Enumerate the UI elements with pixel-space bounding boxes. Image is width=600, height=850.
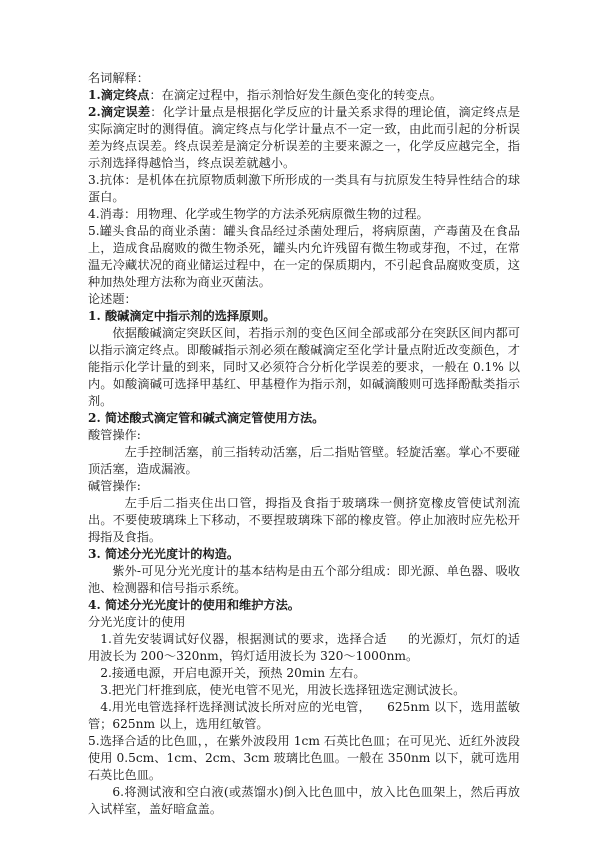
term-definition: 在滴定过程中，指示剂恰好发生颜色变化的转变点。 xyxy=(161,88,442,102)
section-subtitle: 分光光度计的使用 xyxy=(88,615,186,629)
procedure-step: 6.将测试液和空白液(或蒸馏水)倒入比色皿中，放入比色皿架上，然后再放入试样室，盖好暗盒盖。 xyxy=(88,785,520,816)
term-title: 罐头食品的商业杀菌 xyxy=(99,224,212,238)
term-definition: 用物理、化学或生物学的方法杀死病原微生物的过程。 xyxy=(136,207,429,221)
terms-heading: 名词解释： xyxy=(88,71,149,85)
term-definition: 是机体在抗原物质刺激下所形成的一类具有与抗原发生特异性结合的球蛋白。 xyxy=(88,173,521,204)
acid-burette-label: 酸管操作: xyxy=(88,428,141,442)
term-title: 2.滴定误差 xyxy=(88,105,151,119)
term-title: 1.滴定终点 xyxy=(88,88,150,102)
term-item: 5.罐头食品的商业杀菌：罐头食品经过杀菌处理后，将病原菌，产毒菌及在食品上，造成食品腐败的微生物杀死，罐头内允许残留有微生物或芽孢，不过，在常温无冷藏状况的商业储运过程中，在一定的保质期内，不引起食品腐败变质，这种加热处理方法称为商业灭菌法。 xyxy=(88,224,521,289)
answer-paragraph: 依据酸碱滴定突跃区间，若指示剂的变色区间全部或部分在突跃区间内都可以指示滴定终点。即酸碱指示剂必须在酸碱滴定至化学计量点附近改变颜色，才能指示化学计量的到来，同时又必须符合分析化学误差的要求，一般在 0.1% 以内。如酸滴碱可选择甲基红、甲基橙作为指示剂，如碱滴酸则可选择酚酞类指示剂。 xyxy=(88,326,520,408)
essay-heading: 论述题： xyxy=(88,292,137,306)
term-item: 2.滴定误差：化学计量点是根据化学反应的计量关系求得的理论值，滴定终点是实际滴定时的测得值。滴定终点与化学计量点不一定一致，由此而引起的分析误差为终点误差。终点误差是滴定分析误差的主要来源之一，化学反应越完全，指示剂选择得越恰当，终点误差就越小。 xyxy=(88,105,521,170)
answer-paragraph: 左手后二指夹住出口管，拇指及食指于玻璃珠一侧挤宽橡皮管使试剂流出。不要使玻璃珠上下移动，不要捏玻璃珠下部的橡皮管。停止加液时应先松开拇指及食指。 xyxy=(88,496,520,544)
question-title: 2. 简述酸式滴定管和碱式滴定管使用方法。 xyxy=(88,411,325,425)
term-definition: 化学计量点是根据化学反应的计量关系求得的理论值，滴定终点是实际滴定时的测得值。滴定终点与化学计量点不一定一致，由此而引起的分析误差为终点误差。终点误差是滴定分析误差的主要来源之一，化学反应越完全，指示剂选择得越恰当，终点误差就越小。 xyxy=(88,105,521,170)
question-title: 3. 简述分光光度计的构造。 xyxy=(88,547,240,561)
answer-paragraph: 左手控制活塞，前三指转动活塞，后二指贴管壁。轻旋活塞。掌心不要碰顶活塞，造成漏液。 xyxy=(88,445,520,476)
document-body xyxy=(88,70,520,818)
term-item: 1.滴定终点：在滴定过程中，指示剂恰好发生颜色变化的转变点。 xyxy=(88,88,442,102)
term-title: 消毒 xyxy=(99,207,125,221)
procedure-step: 4.用光电管选择杆选择测试波长所对应的光电管， 625nm 以下，选用蓝敏管；625nm 以上，选用红敏管。 xyxy=(88,700,520,731)
term-item: 4.消毒：用物理、化学或生物学的方法杀死病原微生物的过程。 xyxy=(88,207,429,221)
procedure-step: 3.把光门杆推到底，使光电管不见光，用波长选择钮选定测试波长。 xyxy=(100,683,466,697)
procedure-step: 5.选择合适的比色皿，，在紫外波段用 1cm 石英比色皿；在可见光、近红外波段使用 0.5cm、1cm、2cm、3cm 玻璃比色皿。一般在 350nm 以下，就可选用石英比色皿。 xyxy=(88,734,520,782)
answer-paragraph: 紫外-可见分光光度计的基本结构是由五个部分组成：即光源、单色器、吸收池、检测器和信号指示系统。 xyxy=(88,564,520,595)
procedure-step: 2.接通电源，开启电源开关，预热 20min 左右。 xyxy=(100,666,366,680)
base-burette-label: 碱管操作: xyxy=(88,479,141,493)
term-title: 抗体 xyxy=(99,173,125,187)
term-definition: 罐头食品经过杀菌处理后，将病原菌，产毒菌及在食品上，造成食品腐败的微生物杀死，罐头内允许残留有微生物或芽孢，不过，在常温无冷藏状况的商业储运过程中，在一定的保质期内，不引起食品腐败变质，这种加热处理方法称为商业灭菌法。 xyxy=(88,224,521,289)
term-item: 3.抗体：是机体在抗原物质刺激下所形成的一类具有与抗原发生特异性结合的球蛋白。 xyxy=(88,173,521,204)
procedure-step: 1.首先安装调试好仪器，根据测试的要求，选择合适 的光源灯，氘灯的适用波长为 200～320nm，钨灯适用波长为 320～1000nm。 xyxy=(88,632,520,663)
question-title: 1. 酸碱滴定中指示剂的选择原则。 xyxy=(88,309,276,323)
question-title: 4. 简述分光光度计的使用和维护方法。 xyxy=(88,598,300,612)
